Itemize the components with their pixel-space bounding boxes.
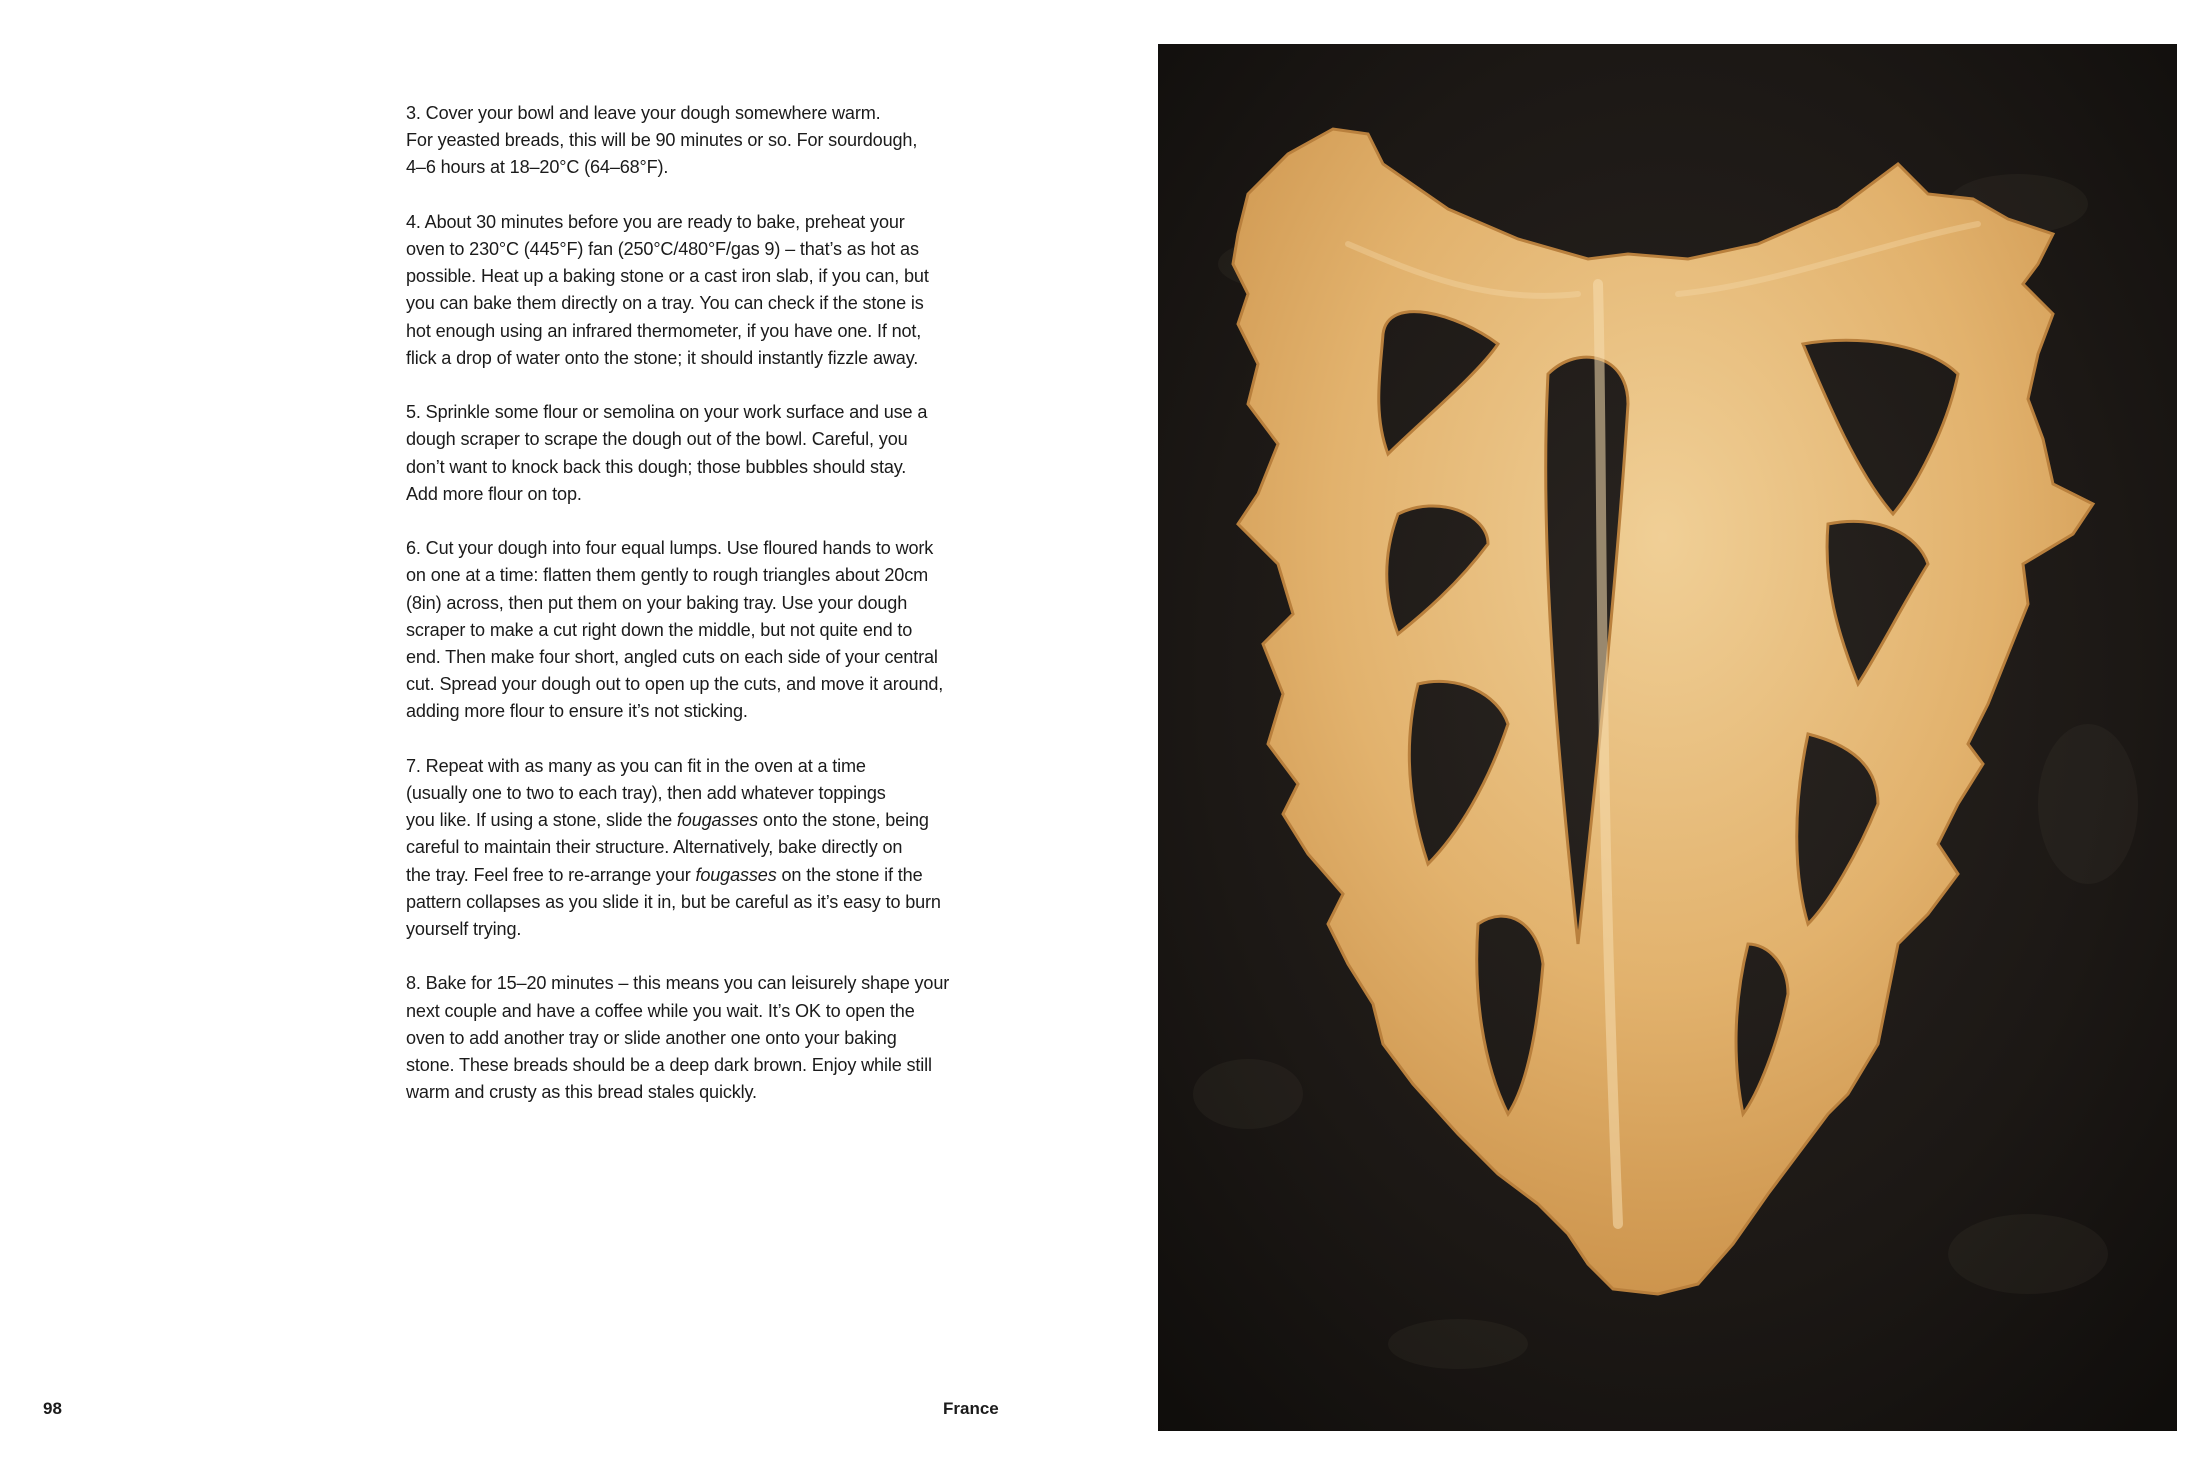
text-line (406, 698, 1006, 725)
method-step-3 (406, 100, 1006, 182)
text-run: 3. Cover your bowl and leave your dough somewhere warm. (406, 103, 881, 123)
text-line (406, 562, 1006, 589)
text-line (406, 481, 1006, 508)
text-line (406, 345, 1006, 372)
page-number: 98 (43, 1399, 62, 1418)
recipe-method-text (406, 100, 1006, 1134)
text-line (406, 671, 1006, 698)
text-line (406, 290, 1006, 317)
text-run: warm and crusty as this bread stales quickly. (406, 1082, 757, 1103)
text-line (406, 998, 1006, 1025)
text-run: (8in) across, then put them on your baking tray. Use your dough (406, 592, 908, 613)
text-run: 4. About 30 minutes before you are ready to bake, preheat your (406, 211, 905, 232)
text-run: flick a drop of water onto the stone; it should instantly fizzle away. (406, 347, 919, 368)
text-run: on one at a time: flatten them gently to rough triangles about 20cm (406, 565, 929, 586)
text-run: pattern collapses as you slide it in, but be careful as it’s easy to burn (406, 891, 941, 912)
text-run: hot enough using an infrared thermometer, if you have one. If not, (406, 320, 922, 341)
text-line (406, 318, 1006, 345)
text-run: 6. Cut your dough into four equal lumps. Use floured hands to work (406, 538, 934, 559)
method-step-7 (406, 753, 1006, 943)
fougasse-photo (1158, 44, 2177, 1431)
text-run: yourself trying. (406, 919, 522, 940)
fougasse-bread-illustration (1158, 44, 2177, 1431)
text-run: oven to add another tray or slide another one onto your baking (406, 1027, 897, 1048)
method-step-5 (406, 399, 1006, 508)
text-run: possible. Heat up a baking stone or a cast iron slab, if you can, but (406, 266, 929, 287)
running-footer-chapter: France (943, 1399, 999, 1418)
text-line (406, 862, 1006, 889)
text-run: scraper to make a cut right down the middle, but not quite end to (406, 619, 913, 640)
method-step-4 (406, 209, 1006, 372)
text-line (406, 807, 1006, 834)
method-step-6 (406, 535, 1006, 725)
text-run: 4–6 hours at 18–20°C (64–68°F). (406, 157, 669, 178)
text-run: careful to maintain their structure. Alternatively, bake directly on (406, 837, 903, 858)
text-run: onto the stone, being (758, 810, 929, 831)
text-run: For yeasted breads, this will be 90 minutes or so. For sourdough, (406, 130, 918, 151)
text-line (406, 889, 1006, 916)
text-line (406, 535, 1006, 562)
text-line (406, 1025, 1006, 1052)
text-run: 7. Repeat with as many as you can fit in the oven at a time (406, 755, 866, 776)
text-line (406, 916, 1006, 943)
text-line (406, 617, 1006, 644)
text-run: 8. Bake for 15–20 minutes – this means you can leisurely shape your (406, 973, 950, 994)
text-line (406, 100, 1006, 127)
text-run: dough scraper to scrape the dough out of the bowl. Careful, you (406, 429, 908, 450)
text-run: the tray. Feel free to re-arrange your (406, 864, 696, 885)
italic-term: fougasses (695, 864, 777, 885)
text-line (406, 399, 1006, 426)
text-line (406, 834, 1006, 861)
text-run: stone. These breads should be a deep dark brown. Enjoy while still (406, 1055, 932, 1076)
text-line (406, 263, 1006, 290)
text-line (406, 127, 1006, 154)
text-run: on the stone if the (776, 864, 923, 885)
text-run: you can bake them directly on a tray. You can check if the stone is (406, 293, 924, 314)
text-run: next couple and have a coffee while you wait. It’s OK to open the (406, 1000, 915, 1021)
text-run: you like. If using a stone, slide the (406, 810, 677, 831)
text-line (406, 209, 1006, 236)
method-step-8 (406, 970, 1006, 1106)
text-line (406, 236, 1006, 263)
text-run: 5. Sprinkle some flour or semolina on your work surface and use a (406, 402, 928, 423)
text-line (406, 426, 1006, 453)
text-line (406, 753, 1006, 780)
text-line (406, 1052, 1006, 1079)
text-run: don’t want to knock back this dough; those bubbles should stay. (406, 456, 907, 477)
text-run: adding more flour to ensure it’s not sticking. (406, 701, 748, 722)
text-run: Add more flour on top. (406, 483, 582, 504)
text-run: cut. Spread your dough out to open up the cuts, and move it around, (406, 674, 944, 695)
text-line (406, 644, 1006, 671)
text-line (406, 154, 1006, 181)
text-line (406, 454, 1006, 481)
text-run: (usually one to two to each tray), then add whatever toppings (406, 783, 886, 804)
text-run: end. Then make four short, angled cuts on each side of your central (406, 647, 938, 668)
italic-term: fougasses (676, 810, 759, 831)
text-line (406, 1079, 1006, 1106)
text-line (406, 780, 1006, 807)
text-run: oven to 230°C (445°F) fan (250°C/480°F/gas 9) – that’s as hot as (406, 239, 919, 259)
text-line (406, 590, 1006, 617)
text-line (406, 970, 1006, 997)
